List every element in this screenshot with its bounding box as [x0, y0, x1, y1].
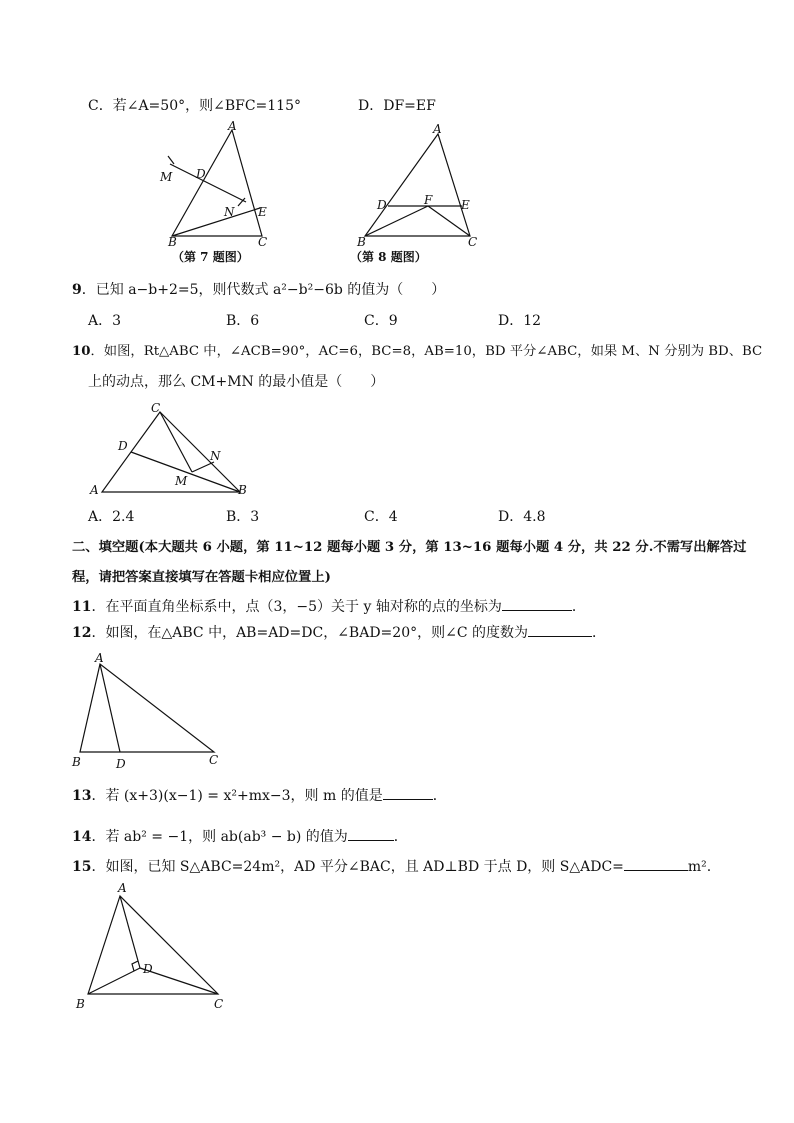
q12-stem [72, 622, 606, 643]
fig7-label-c: C [258, 235, 268, 249]
fig8-label-f: F [424, 193, 433, 207]
q9-stem [72, 280, 445, 300]
q11-text: ．在平面直角坐标系中，点（3，−5）关于 y 轴对称的点的坐标为 [91, 599, 502, 615]
q10-option-d: D．4.8 [498, 509, 546, 525]
q11-answer-blank[interactable] [502, 596, 572, 611]
q11-stem [72, 596, 586, 617]
q9-number: 9 [72, 282, 82, 298]
fig15-label-d: D [143, 962, 153, 976]
q9-option-c: C．9 [364, 313, 398, 329]
q8-option-d: D．DF=EF [358, 98, 436, 114]
q8-option-c: C．若∠A=50°，则∠BFC=115° [88, 98, 301, 114]
q14-stem [72, 826, 408, 847]
q11-end: ． [571, 599, 586, 615]
fig8-label-b: B [357, 235, 366, 249]
fig12-label-b: B [72, 755, 81, 769]
figure-q12 [68, 648, 228, 772]
section-2-heading-line2: 程，请把答案直接填写在答题卡相应位置上) [72, 570, 331, 585]
q12-text: ．如图，在△ABC 中，AB=AD=DC，∠BAD=20°，则∠C 的度数为 [91, 625, 528, 641]
q10-number: 10 [72, 344, 91, 359]
q13-answer-blank[interactable] [383, 785, 433, 800]
q9-option-b: B．6 [226, 313, 260, 329]
q13-stem [72, 785, 447, 806]
fig10-label-d: D [118, 439, 128, 453]
fig7-label-a: A [228, 119, 237, 133]
q12-end: ． [592, 625, 606, 641]
section-2-heading-line1: 二、填空题(本大题共 6 小题，第 11~12 题每小题 3 分，第 13~16 题每小题 4 分，共 22 分.不需写出解答过 [72, 540, 747, 555]
fig15-label-a: A [118, 881, 127, 895]
q14-text: ．若 ab² = −1，则 ab(ab³ − b) 的值为 [91, 829, 348, 845]
q15-end: m². [687, 859, 712, 875]
fig7-label-n: N [224, 205, 235, 219]
q15-number: 15 [72, 859, 92, 875]
fig7-label-d: D [196, 167, 206, 181]
q10-option-b: B．3 [226, 509, 260, 525]
fig10-label-a: A [90, 483, 99, 497]
q10-stem-line1 [72, 342, 762, 362]
fig12-label-d: D [116, 757, 126, 771]
fig7-label-e: E [258, 205, 267, 219]
q9-option-a: A．3 [88, 313, 122, 329]
fig10-label-c: C [151, 401, 161, 415]
q11-number: 11 [72, 599, 92, 615]
fig10-label-m: M [175, 474, 188, 488]
fig7-caption: （第 7 题图） [172, 250, 249, 264]
fig8-label-d: D [377, 198, 387, 212]
q13-end: ． [432, 788, 447, 804]
q10-stem-line2: 上的动点，那么 CM+MN 的最小值是（ ） [88, 374, 385, 390]
q12-number: 12 [72, 625, 92, 641]
fig15-label-b: B [76, 997, 85, 1011]
q14-answer-blank[interactable] [348, 826, 394, 841]
fig7-label-m: M [160, 170, 173, 184]
fig7-label-b: B [168, 235, 177, 249]
q10-option-c: C．4 [364, 509, 398, 525]
fig10-label-b: B [238, 483, 247, 497]
figure-q7 [150, 118, 300, 268]
q10-text-line1: ．如图，Rt△ABC 中，∠ACB=90°，AC=6，BC=8，AB=10，BD 平分∠ABC，如果 M、N 分别为 BD、BC [90, 344, 763, 359]
q15-answer-blank[interactable] [624, 856, 688, 871]
fig8-caption: （第 8 题图） [350, 250, 427, 264]
q12-answer-blank[interactable] [528, 622, 592, 637]
fig12-label-c: C [209, 753, 219, 767]
fig8-label-c: C [468, 235, 478, 249]
q13-text: ．若 (x+3)(x−1) = x²+mx−3，则 m 的值是 [91, 788, 383, 804]
q10-option-a: A．2.4 [88, 509, 135, 525]
figure-q10 [88, 398, 258, 502]
q15-stem [72, 856, 711, 877]
fig10-label-n: N [210, 449, 221, 463]
figure-q15 [72, 882, 242, 1012]
figure-q8 [350, 118, 490, 268]
q14-end: ． [393, 829, 408, 845]
fig8-label-a: A [433, 122, 442, 136]
q9-text: ．已知 a−b+2=5，则代数式 a²−b²−6b 的值为（ ） [81, 282, 446, 298]
q15-text: ．如图，已知 S△ABC=24m²，AD 平分∠BAC，且 AD⊥BD 于点 D，则 S△ADC= [91, 859, 624, 875]
fig8-label-e: E [461, 198, 470, 212]
q13-number: 13 [72, 788, 92, 804]
fig12-label-a: A [95, 651, 104, 665]
fig15-label-c: C [214, 997, 224, 1011]
q9-option-d: D．12 [498, 313, 542, 329]
q14-number: 14 [72, 829, 92, 845]
